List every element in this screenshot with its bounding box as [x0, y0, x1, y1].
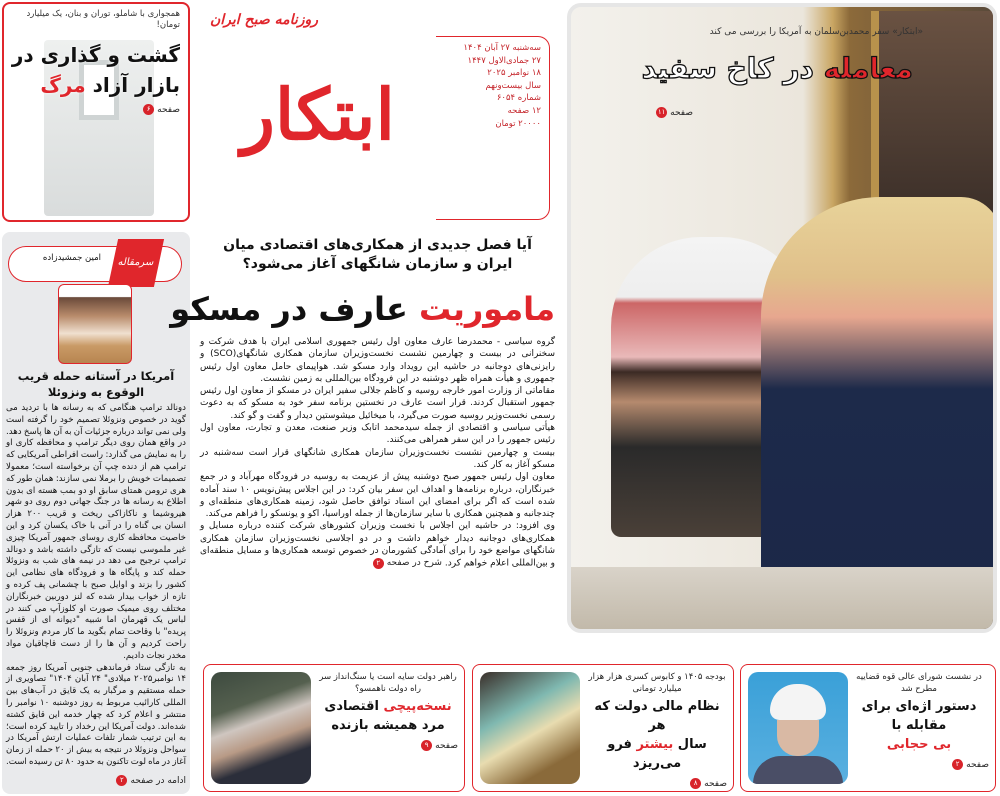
editorial-column [2, 232, 190, 794]
price: ۲۰۰۰۰ تومان [495, 118, 541, 129]
headline-black: بازار آزاد [92, 73, 180, 97]
paragraph: معاون اول رئیس جمهور صبح دوشنبه پیش از عزیمت به روسیه در فرودگاه مهرآباد و در جمع خبرنگاران، درباره برنامه‌ها و اهداف این سفر بیان کرد: در این اجلاس پیش‌نویس ۱۰ سند آماده شده است که اگر برای امضای این اسناد توافق حاصل شود، زمینه همکاری‌های منطقه‌ای و چندجانبه و همچنین همکاری با سایر سازمان‌ها از جمله اوراسیا، اکو و یونسکو را فراهم می‌کند. [200, 472, 555, 520]
year: سال بیست‌ونهم [485, 80, 541, 91]
page-ref[interactable] [656, 107, 693, 118]
page-number-badge: ۲ [373, 558, 384, 569]
paragraph: به تازگی ستاد فرماندهی جنوبی آمریکا روز جمعه ۱۴ نوامبر۲۰۲۵ میلادی" ۲۴ آبان ۱۴۰۴" تصاویری از حمله مستقیم و مرگبار به یک قایق در آب‌های بین المللی کارائیب مربوط به روز دوشنبه ۱۰ نوامبر را منتشر و اعلام کرد که چهار خدمه این قایق کشته شده‌اند. دولت آمریکا این رخداد را تایید کرده است؛ به این ترتیب شمار تلفات عملیات ارتش آمریکا در سواحل ونزوئلا در نتیجه به بیش از ۲۰ حمله از زمان آغاز در ماه لوت تاکنون به حدود ۸۰ تن رسیده است. [6, 662, 186, 767]
lead-headline[interactable] [170, 286, 555, 332]
issue-info [436, 36, 550, 220]
continued-ref[interactable] [373, 557, 442, 569]
page-number-badge: ۲ [952, 759, 963, 770]
editorial-body [6, 403, 186, 769]
teaser-hijab[interactable] [740, 664, 996, 792]
headline-line1: گشت و گذاری در [11, 43, 180, 67]
paragraph: دونالد ترامپ هنگامی که به رسانه ها با تردید می گوید در خصوص ونزوئلا تصمیم خود را گرفته است ولی نمی تواند درباره جزئیات آن به آن ها پاسخ دهد. در واقع همان روی دیگر ترامپ و محافظه کاری او را به نمایش می گذارد: راست افراطی آمریکایی که ترامپ هم از دنده چپ آن برخواسته است؛ معمولا تصمیمات خویش را برملا نمی سازند: همان طور که هری ترومن همتای سابق او دو بمب هسته ای بدون اطلاع به رسانه ها در جنگ جهانی دوم روی دو شهر هیروشیما و ناکازاکی ریخت و قریب ۲۰۰ هزار انسان بی گناه را در آنی با خاک یکسان کرد و این خاصیت محافظه کاری روسای جمهور آمریکا چیزی غیر ملموسی نیست که تازگی داشته باشد و دونالد ترامپ ترجیح می دهد در نیمه های شب به ونزوئلا حمله کند و پایگاه ها و فرودگاه های نظامی این کشور را بزند و اوایل صبح با چشمانی پف کرده و تازه از خواب بیدار شده که لنز دوربین خبرنگاران مختلف روی میمیک صورت او کلوزآپ می کنند در لباس یک قهرمان اما شبیه "دیوانه ای از قفس پریده" با وقاحت تمام بگوید ما کار مردم ونزوئلا را راحت کردیم و آن ها را از دست قاچاقیان مواد مخدر نجات دادیم. [6, 403, 186, 661]
logo-subtitle: روزنامه صبح ایران [210, 12, 319, 28]
page-label: صفحه [157, 104, 180, 115]
headline-white: در کاخ سفید [641, 52, 814, 85]
continued-label: ادامه در صفحه [130, 775, 186, 786]
page-number-badge: ۶ [143, 104, 154, 115]
page-label: صفحه [704, 778, 727, 789]
headline-post: فرو می‌ریزد [607, 737, 682, 771]
page-ref[interactable] [690, 778, 727, 789]
hero-kicker: «ابتکار» سفر محمدبن‌سلمان به آمریکا را بررسی می کند [709, 27, 923, 37]
continued-label: شرح در صفحه [386, 558, 442, 569]
headline-line1: نظام مالی دولت که هر [594, 699, 720, 733]
logo-text: ابتکار [241, 73, 395, 156]
page-label: صفحه [670, 107, 693, 118]
page-number-badge: ۱۱ [657, 108, 666, 116]
continued-ref[interactable] [116, 775, 186, 786]
page-label: صفحه [435, 740, 458, 751]
page-number-badge: ۹ [421, 740, 432, 751]
page-number-badge: ۲ [116, 775, 127, 786]
teaser-kicker: بودجه ۱۴۰۵ و کابوس کسری هزار هزار میلیارد تومانی [588, 672, 726, 694]
teaser-kicker: همجواری با شاملو، توران و بنان، یک میلیارد تومان! [26, 9, 180, 30]
headline-red: معامله [823, 52, 913, 85]
lead-kicker: آیا فصل جدیدی از همکاری‌های اقتصادی میان ایران و سازمان شانگهای آغاز می‌شود؟ [223, 237, 532, 272]
headline-line1: دستور اژه‌ای برای مقابله با [861, 699, 977, 733]
teaser-death-market[interactable] [2, 2, 190, 222]
author-photo [58, 284, 132, 364]
date-persian: سه‌شنبه ۲۷ آبان ۱۴۰۴ [463, 43, 541, 53]
paragraph: وی افزود: در حاشیه این اجلاس با نخست وزیران کشورهای شرکت کننده درباره مسایل و همکاری‌های دوجانبه دیدار خواهم داشت و در دو اجلاسی نخست‌وزیران سازمان همکاری شانگهای مواضع خود را برای آمادگی کشورمان در خصوص توسعه همکاری‌ها و مسایل منطقه‌ای و بین‌المللی اعلام خواهم کرد. [200, 521, 555, 569]
hero-photo-story[interactable] [567, 3, 997, 633]
teaser-kicker: راهبر دولت سایه است یا سنگ‌انداز سر راه دولت ناهمسو؟ [319, 672, 457, 694]
editorial-title: آمریکا در آستانه حمله قریب الوقوع به ونزوئلا [17, 369, 175, 399]
headline-red: ماموریت [418, 290, 555, 328]
page-label: صفحه [966, 759, 989, 770]
paragraph: گروه سیاسی - محمدرضا عارف معاون اول رئیس جمهوری اسلامی ایران با هدف شرکت و سخنرانی در بیست و چهارمین نشست نخست‌وزیران سازمان همکاری شانگهای(SCO) و رایزنی‌های دوجانبه در حاشیه این رویداد وارد مسکو شد. هواپیمای حامل معاون اول رئیس جمهوری و هیأت همراه ظهر دوشنبه در این فرودگاه بین‌المللی به زمین نشست. [200, 337, 555, 384]
headline-red: مرگ [40, 73, 86, 97]
teaser-budget[interactable] [472, 664, 734, 792]
teaser-headline [12, 40, 180, 100]
hero-headline [642, 49, 913, 89]
page-ref[interactable] [143, 104, 180, 115]
date-hijri: ۲۷ جمادی‌الاول ۱۴۴۷ [467, 55, 541, 66]
headline-black: عارف در مسکو [170, 290, 408, 328]
author-name: امین جمشیدزاده [42, 253, 101, 263]
table [571, 567, 997, 633]
paragraph: بیست و چهارمین نشست نخست‌وزیران سازمان همکاری شانگهای قرار است سه‌شنبه در مسکو آغاز به کار کند. [200, 447, 555, 470]
headline-line2: مرد همیشه بازنده [331, 718, 445, 733]
editorial-header [8, 246, 182, 282]
teaser-economic[interactable] [203, 664, 465, 792]
headline-red: نسخه‌پیچی [383, 699, 452, 714]
paragraph: مقاماتی از وزارت امور خارجه روسیه و کاظم جلالی سفیر ایران در مسکو از معاون اول رئیس جمهور استقبال کردند. قرار است عارف در نخستین برنامه سفر خود به مسکو که به دعوت رسمی نخست‌وزیر روسیه صورت می‌گیرد، با میخائیل میشوستین دیدار و گفت و گو کند. [200, 386, 555, 421]
headline-pre: سال [677, 737, 707, 752]
editorial-flow [6, 368, 186, 788]
page-ref[interactable] [952, 759, 989, 770]
page-ref[interactable] [421, 740, 458, 751]
page-count: ۱۲ صفحه [507, 105, 541, 116]
masthead-logo [200, 0, 436, 220]
headline-black: اقتصادی [324, 699, 379, 714]
figure-right [761, 197, 997, 597]
teaser-photo [211, 672, 311, 784]
headline-red: بیشتر [636, 737, 674, 752]
portrait-painting [871, 11, 997, 221]
teaser-kicker: در نشست شورای عالی قوه قضاییه مطرح شد [856, 672, 982, 694]
page-number-badge: ۸ [690, 778, 701, 789]
date-gregorian: ۱۸ نوامبر ۲۰۲۵ [487, 68, 541, 79]
teaser-photo [480, 672, 580, 784]
paragraph: هیأتی سیاسی و اقتصادی از جمله سیدمحمد اتابک وزیر صنعت، معدن و تجارت، معاون اول رئیس جمهور را در این سفر همراهی می‌کنند. [200, 423, 555, 446]
teaser-photo [748, 672, 848, 784]
lead-body [200, 336, 555, 570]
issue-number: شماره ۶۰۵۴ [496, 93, 541, 104]
editorial-label: سرمقاله [108, 239, 164, 287]
headline-red: بی حجابی [886, 737, 952, 752]
